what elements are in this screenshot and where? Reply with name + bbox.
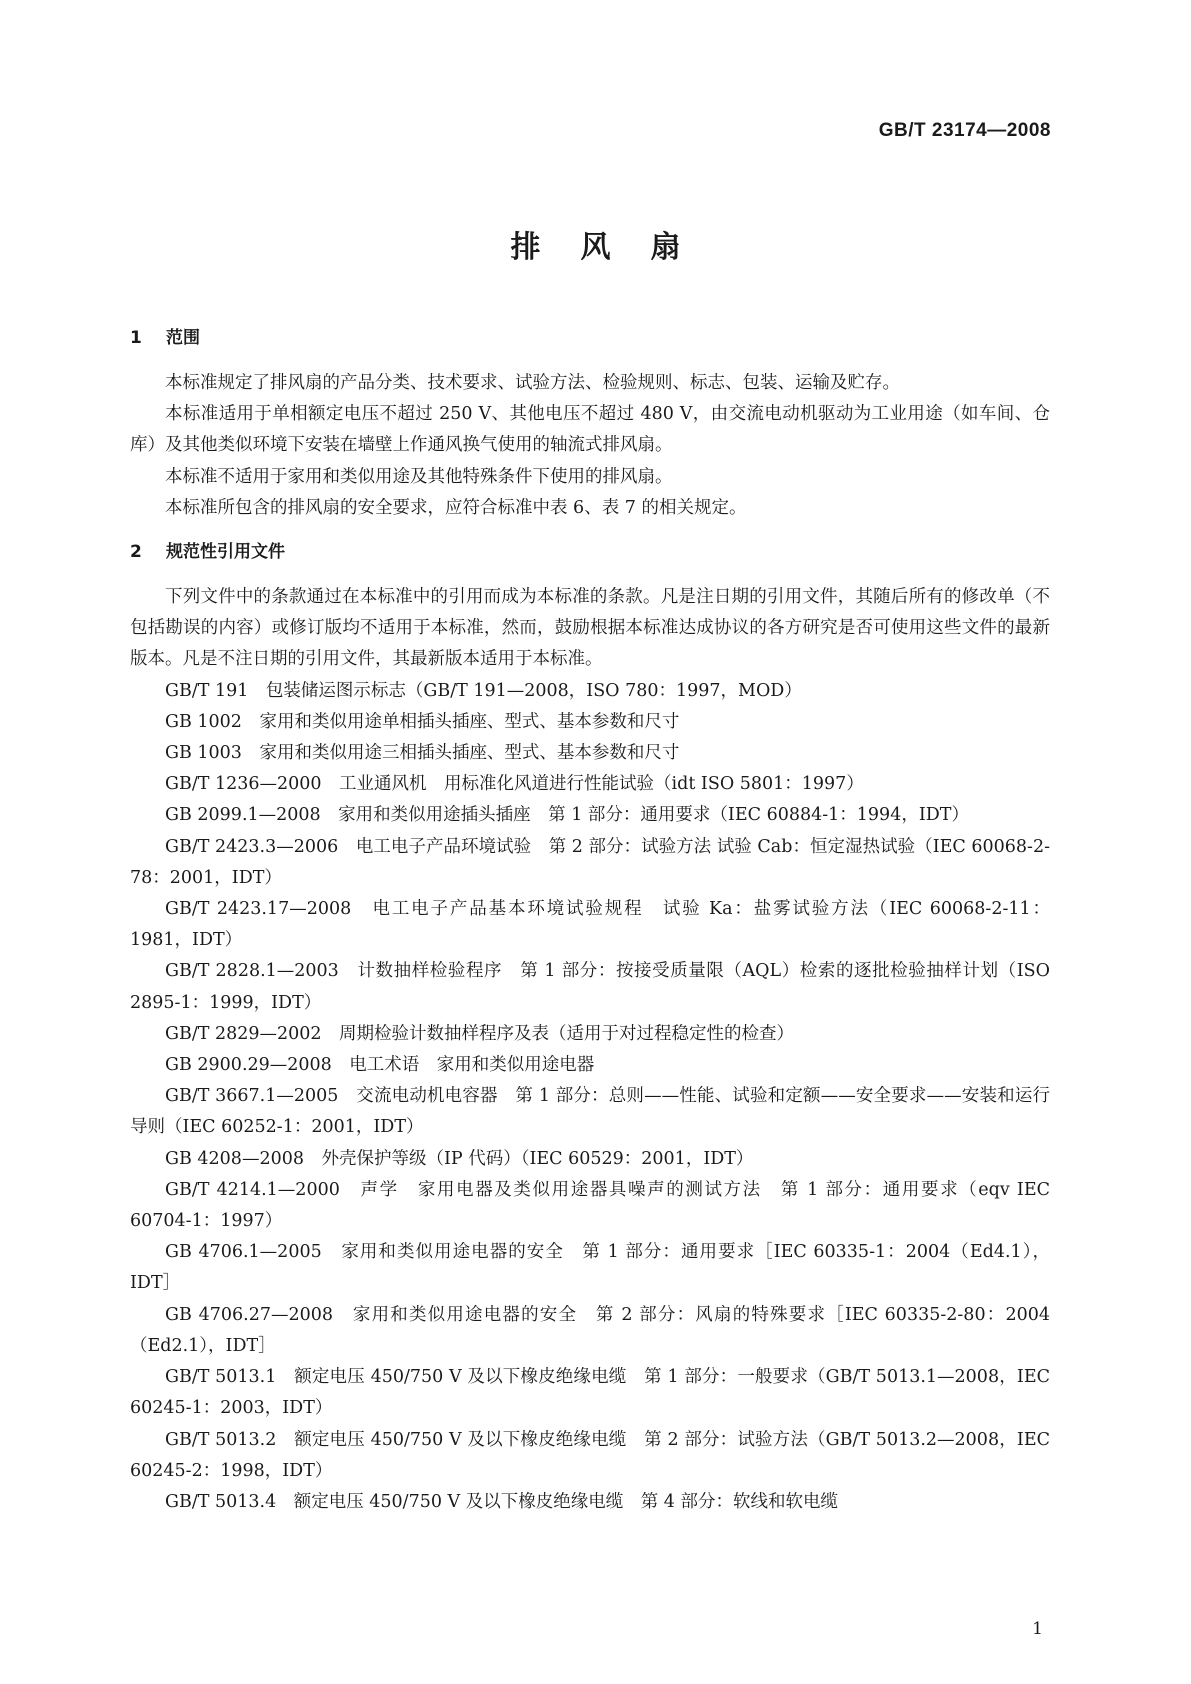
- reference-entry: GB/T 5013.4 额定电压 450/750 V 及以下橡皮绝缘电缆 第 4 部分：软线和软电缆: [165, 1491, 838, 1512]
- reference-entry: GB 4706.1—2005 家用和类似用途电器的安全 第 1 部分：通用要求［IEC 60335-1：2004（Ed4.1），IDT］: [130, 1242, 1050, 1294]
- reference-entry: GB 1003 家用和类似用途三相插头插座、型式、基本参数和尺寸: [165, 743, 680, 764]
- section-title: 范围: [166, 328, 200, 348]
- paragraph: 下列文件中的条款通过在本标准中的引用而成为本标准的条款。凡是注日期的引用文件，其随后所有的修改单（不包括勘误的内容）或修订版均不适用于本标准，然而，鼓励根据本标准达成协议的各方研究是否可使用这些文件的最新版本。凡是不注日期的引用文件，其最新版本适用于本标准。: [130, 587, 1050, 670]
- paragraph: 本标准规定了排风扇的产品分类、技术要求、试验方法、检验规则、标志、包装、运输及贮存。: [165, 373, 900, 393]
- reference-entry: GB 4208—2008 外壳保护等级（IP 代码）（IEC 60529：2001，IDT）: [165, 1148, 754, 1169]
- page-number: 1: [1032, 1619, 1043, 1639]
- reference-entry: GB 2900.29—2008 电工术语 家用和类似用途电器: [165, 1055, 595, 1076]
- reference-entry: GB/T 5013.2 额定电压 450/750 V 及以下橡皮绝缘电缆 第 2 部分：试验方法（GB/T 5013.2—2008，IEC 60245-2：1998，IDT）: [130, 1429, 1050, 1481]
- document-title: 排风扇: [510, 230, 721, 265]
- paragraph: 本标准不适用于家用和类似用途及其他特殊条件下使用的排风扇。: [165, 466, 673, 487]
- reference-entry: GB/T 3667.1—2005 交流电动机电容器 第 1 部分：总则——性能、试验和定额——安全要求——安装和运行导则（IEC 60252-1：2001，IDT）: [130, 1086, 1050, 1138]
- reference-entry: GB/T 2828.1—2003 计数抽样检验程序 第 1 部分：按接受质量限（AQL）检索的逐批检验抽样计划（ISO 2895-1：1999，IDT）: [130, 961, 1050, 1013]
- paragraph: 本标准所包含的排风扇的安全要求，应符合标准中表 6、表 7 的相关规定。: [165, 497, 747, 518]
- reference-entry: GB 4706.27—2008 家用和类似用途电器的安全 第 2 部分：风扇的特殊要求［IEC 60335-2-80：2004（Ed2.1），IDT］: [130, 1304, 1050, 1356]
- reference-entry: GB/T 5013.1 额定电压 450/750 V 及以下橡皮绝缘电缆 第 1 部分：一般要求（GB/T 5013.1—2008，IEC 60245-1：2003，IDT）: [130, 1367, 1050, 1419]
- standard-number: GB/T 23174—2008: [878, 120, 1051, 141]
- reference-entry: GB/T 1236—2000 工业通风机 用标准化风道进行性能试验（idt ISO 5801：1997）: [165, 774, 864, 795]
- section-heading: [130, 322, 1050, 354]
- reference-entry: GB 1002 家用和类似用途单相插头插座、型式、基本参数和尺寸: [165, 711, 680, 732]
- reference-entry: GB/T 2829—2002 周期检验计数抽样程序及表（适用于对过程稳定性的检查）: [165, 1023, 795, 1044]
- section-heading: [130, 536, 1050, 568]
- reference-entry: GB/T 2423.17—2008 电工电子产品基本环境试验规程 试验 Ka：盐雾试验方法（IEC 60068-2-11：1981，IDT）: [130, 899, 1050, 951]
- reference-entry: GB/T 4214.1—2000 声学 家用电器及类似用途器具噪声的测试方法 第 1 部分：通用要求（eqv IEC 60704-1：1997）: [130, 1179, 1050, 1232]
- reference-entry: GB 2099.1—2008 家用和类似用途插头插座 第 1 部分：通用要求（IEC 60884-1：1994，IDT）: [165, 805, 969, 826]
- reference-entry: GB/T 2423.3—2006 电工电子产品环境试验 第 2 部分：试验方法 试验 Cab：恒定湿热试验（IEC 60068-2-78：2001，IDT）: [130, 836, 1050, 888]
- section-title: 规范性引用文件: [166, 542, 285, 563]
- section-number: 1: [130, 328, 142, 348]
- section-number: 2: [130, 542, 142, 563]
- reference-entry: GB/T 191 包装储运图示标志（GB/T 191—2008，ISO 780：1997，MOD）: [165, 680, 802, 701]
- paragraph: 本标准适用于单相额定电压不超过 250 V、其他电压不超过 480 V，由交流电动机驱动为工业用途（如车间、仓库）及其他类似环境下安装在墙壁上作通风换气使用的轴流式排风扇。: [130, 404, 1050, 456]
- document-body: [130, 322, 1050, 1518]
